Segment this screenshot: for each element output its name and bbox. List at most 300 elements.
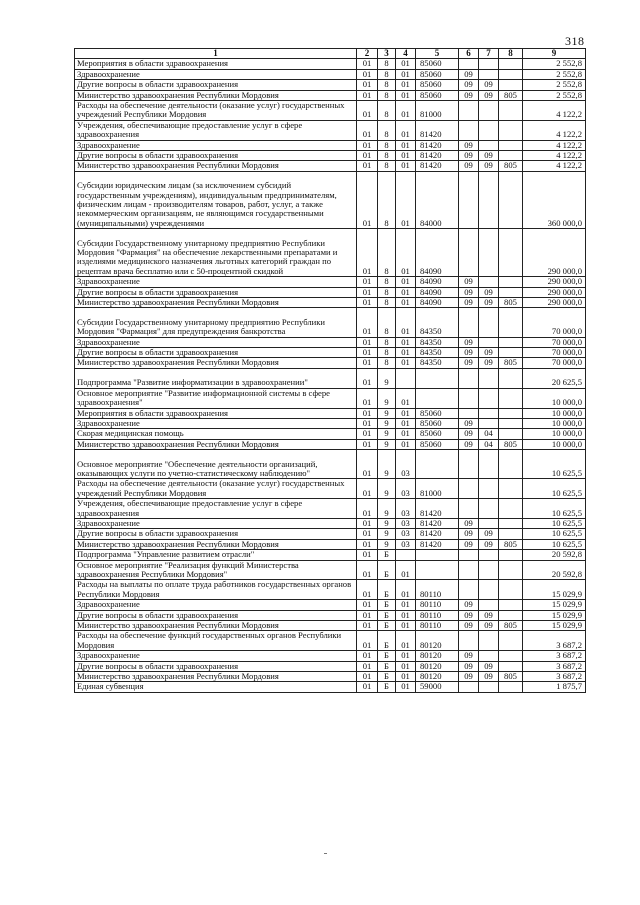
- row-code-3: 8: [378, 358, 396, 368]
- row-code-2: 01: [357, 499, 378, 519]
- header-col-6: 6: [459, 49, 479, 59]
- row-code-7: [479, 59, 499, 69]
- row-code-8: 805: [499, 90, 523, 100]
- row-code-3: 8: [378, 59, 396, 69]
- table-row: [75, 479, 586, 499]
- row-code-2: 01: [357, 418, 378, 428]
- row-name: Здравоохранение: [75, 69, 357, 79]
- row-code-6: 09: [459, 161, 479, 171]
- row-amount: 290 000,0: [523, 229, 586, 277]
- table-row: [75, 580, 586, 600]
- row-code-5: 85060: [416, 90, 459, 100]
- row-code-7: 04: [479, 439, 499, 449]
- table-row: [75, 140, 586, 150]
- row-code-5: 80110: [416, 610, 459, 620]
- row-code-3: 9: [378, 439, 396, 449]
- row-code-3: 9: [378, 518, 396, 528]
- row-code-2: 01: [357, 479, 378, 499]
- row-code-2: 01: [357, 348, 378, 358]
- row-name: Мероприятия в области здравоохранения: [75, 59, 357, 69]
- row-amount: 15 029,9: [523, 610, 586, 620]
- row-code-2: 01: [357, 651, 378, 661]
- row-code-6: 09: [459, 348, 479, 358]
- row-code-6: 09: [459, 287, 479, 297]
- table-row: [75, 358, 586, 368]
- row-code-7: 09: [479, 610, 499, 620]
- row-code-8: 805: [499, 358, 523, 368]
- row-code-2: 01: [357, 171, 378, 228]
- row-code-7: [479, 171, 499, 228]
- row-code-5: 80110: [416, 621, 459, 631]
- row-code-8: [499, 682, 523, 692]
- row-code-5: [416, 388, 459, 408]
- table-row: [75, 550, 586, 560]
- row-code-5: 85060: [416, 80, 459, 90]
- row-code-6: 09: [459, 140, 479, 150]
- table-row: [75, 518, 586, 528]
- table-row: [75, 337, 586, 347]
- row-code-5: 59000: [416, 682, 459, 692]
- row-code-7: 09: [479, 672, 499, 682]
- row-code-5: 80110: [416, 600, 459, 610]
- row-code-3: 9: [378, 368, 396, 388]
- row-code-2: 01: [357, 140, 378, 150]
- row-amount: 4 122,2: [523, 151, 586, 161]
- row-code-4: 01: [396, 101, 416, 121]
- row-code-8: [499, 610, 523, 620]
- row-code-3: 9: [378, 418, 396, 428]
- row-code-7: 09: [479, 539, 499, 549]
- row-code-2: 01: [357, 287, 378, 297]
- row-code-4: 01: [396, 298, 416, 308]
- row-code-6: 09: [459, 439, 479, 449]
- row-code-5: 84350: [416, 337, 459, 347]
- row-name: Министерство здравоохранения Республики Мордовия: [75, 161, 357, 171]
- row-code-5: 85060: [416, 69, 459, 79]
- row-code-8: [499, 59, 523, 69]
- row-code-7: 09: [479, 348, 499, 358]
- row-code-7: [479, 450, 499, 479]
- row-code-5: 80120: [416, 651, 459, 661]
- row-code-4: 01: [396, 621, 416, 631]
- row-code-7: 09: [479, 151, 499, 161]
- row-code-2: 01: [357, 388, 378, 408]
- row-code-5: 85060: [416, 418, 459, 428]
- row-code-7: 09: [479, 161, 499, 171]
- row-code-7: 09: [479, 80, 499, 90]
- row-amount: 4 122,2: [523, 140, 586, 150]
- row-code-4: 01: [396, 661, 416, 671]
- row-code-4: 01: [396, 287, 416, 297]
- row-code-2: 01: [357, 560, 378, 580]
- row-code-3: 9: [378, 479, 396, 499]
- row-code-4: 01: [396, 140, 416, 150]
- table-row: [75, 621, 586, 631]
- table-row: [75, 161, 586, 171]
- row-code-5: 81420: [416, 539, 459, 549]
- row-code-4: 01: [396, 439, 416, 449]
- row-code-5: 81420: [416, 140, 459, 150]
- row-code-2: 01: [357, 120, 378, 140]
- row-code-2: 01: [357, 408, 378, 418]
- row-code-4: 01: [396, 161, 416, 171]
- row-code-2: 01: [357, 69, 378, 79]
- row-code-8: 805: [499, 439, 523, 449]
- table-row: [75, 610, 586, 620]
- row-code-3: Б: [378, 610, 396, 620]
- row-code-3: Б: [378, 580, 396, 600]
- row-code-7: [479, 580, 499, 600]
- row-code-3: 8: [378, 90, 396, 100]
- row-code-5: 84090: [416, 229, 459, 277]
- row-code-3: Б: [378, 661, 396, 671]
- row-code-2: 01: [357, 277, 378, 287]
- row-amount: 10 625,5: [523, 539, 586, 549]
- row-name: Здравоохранение: [75, 600, 357, 610]
- row-code-8: [499, 368, 523, 388]
- row-code-2: 01: [357, 59, 378, 69]
- row-code-3: 8: [378, 287, 396, 297]
- row-name: Другие вопросы в области здравоохранения: [75, 80, 357, 90]
- row-amount: 70 000,0: [523, 337, 586, 347]
- row-code-8: [499, 348, 523, 358]
- row-code-6: [459, 308, 479, 337]
- row-code-7: [479, 631, 499, 651]
- row-code-7: [479, 499, 499, 519]
- row-code-7: 09: [479, 287, 499, 297]
- row-amount: 10 000,0: [523, 418, 586, 428]
- row-code-3: Б: [378, 621, 396, 631]
- row-amount: 360 000,0: [523, 171, 586, 228]
- row-amount: 10 000,0: [523, 388, 586, 408]
- row-amount: 3 687,2: [523, 672, 586, 682]
- row-name: Единая субвенция: [75, 682, 357, 692]
- row-code-3: Б: [378, 651, 396, 661]
- row-code-8: [499, 69, 523, 79]
- row-code-2: 01: [357, 580, 378, 600]
- row-code-4: 03: [396, 529, 416, 539]
- row-code-8: [499, 651, 523, 661]
- table-row: [75, 298, 586, 308]
- row-code-8: [499, 418, 523, 428]
- row-code-5: 81000: [416, 479, 459, 499]
- table-row: [75, 439, 586, 449]
- table-row: [75, 80, 586, 90]
- row-code-6: 09: [459, 80, 479, 90]
- row-name: Расходы на выплаты по оплате труда работников государственных органов Республики Мордовия: [75, 580, 357, 600]
- row-code-2: 01: [357, 429, 378, 439]
- row-code-8: [499, 631, 523, 651]
- table-row: [75, 600, 586, 610]
- row-code-3: 8: [378, 140, 396, 150]
- row-code-7: [479, 651, 499, 661]
- row-name: Другие вопросы в области здравоохранения: [75, 610, 357, 620]
- row-code-6: [459, 631, 479, 651]
- row-code-6: [459, 59, 479, 69]
- row-code-6: [459, 120, 479, 140]
- row-code-3: 8: [378, 308, 396, 337]
- row-code-2: 01: [357, 101, 378, 121]
- row-code-8: 805: [499, 672, 523, 682]
- row-code-6: [459, 368, 479, 388]
- row-code-4: 01: [396, 59, 416, 69]
- row-code-6: [459, 682, 479, 692]
- row-code-4: 01: [396, 151, 416, 161]
- row-code-4: [396, 550, 416, 560]
- row-code-8: [499, 151, 523, 161]
- row-code-6: 09: [459, 600, 479, 610]
- row-code-6: [459, 408, 479, 418]
- row-code-2: 01: [357, 308, 378, 337]
- row-amount: 20 625,5: [523, 368, 586, 388]
- row-code-7: [479, 308, 499, 337]
- row-code-2: 01: [357, 358, 378, 368]
- row-code-3: 9: [378, 450, 396, 479]
- row-code-3: 9: [378, 388, 396, 408]
- row-name: Субсидии юридическим лицам (за исключением субсидий государственным учреждениям), индивидуальным предпринимателям, физическим лицам - производителям товаров, работ, услуг, а также некоммерческим организациям, не являющимся государственными (муниципальными) учреждениями: [75, 171, 357, 228]
- row-amount: 2 552,8: [523, 80, 586, 90]
- table-row: [75, 661, 586, 671]
- row-code-5: 84090: [416, 287, 459, 297]
- table-row: [75, 499, 586, 519]
- row-code-5: 80120: [416, 672, 459, 682]
- row-code-5: 81420: [416, 518, 459, 528]
- row-code-4: 01: [396, 408, 416, 418]
- row-name: Мероприятия в области здравоохранения: [75, 408, 357, 418]
- row-name: Здравоохранение: [75, 418, 357, 428]
- row-code-4: 01: [396, 277, 416, 287]
- row-code-6: 09: [459, 661, 479, 671]
- row-code-8: [499, 140, 523, 150]
- row-code-8: 805: [499, 298, 523, 308]
- row-code-3: 8: [378, 348, 396, 358]
- row-code-8: [499, 308, 523, 337]
- row-code-6: [459, 171, 479, 228]
- row-amount: 10 625,5: [523, 450, 586, 479]
- row-code-7: [479, 418, 499, 428]
- budget-table: [74, 48, 586, 693]
- row-code-6: 09: [459, 539, 479, 549]
- row-code-7: [479, 550, 499, 560]
- table-body: [75, 59, 586, 692]
- row-code-8: [499, 600, 523, 610]
- table-row: [75, 408, 586, 418]
- row-code-6: 09: [459, 529, 479, 539]
- row-code-4: 01: [396, 120, 416, 140]
- table-row: [75, 151, 586, 161]
- row-name: Учреждения, обеспечивающие предоставление услуг в сфере здравоохранения: [75, 120, 357, 140]
- row-code-7: [479, 101, 499, 121]
- row-code-2: 01: [357, 610, 378, 620]
- row-code-4: 01: [396, 560, 416, 580]
- row-code-4: 01: [396, 580, 416, 600]
- page-number: 318: [565, 34, 585, 48]
- row-code-2: 01: [357, 682, 378, 692]
- row-code-8: [499, 479, 523, 499]
- row-amount: 3 687,2: [523, 651, 586, 661]
- row-code-4: 01: [396, 388, 416, 408]
- row-code-3: Б: [378, 682, 396, 692]
- row-code-8: [499, 120, 523, 140]
- table-row: [75, 529, 586, 539]
- table-row: [75, 418, 586, 428]
- row-code-2: 01: [357, 539, 378, 549]
- row-code-6: [459, 101, 479, 121]
- row-amount: 70 000,0: [523, 348, 586, 358]
- header-col-8: 8: [499, 49, 523, 59]
- row-code-2: 01: [357, 151, 378, 161]
- row-amount: 3 687,2: [523, 631, 586, 651]
- table-row: [75, 388, 586, 408]
- table-row: [75, 101, 586, 121]
- row-code-6: 09: [459, 69, 479, 79]
- row-name: Другие вопросы в области здравоохранения: [75, 529, 357, 539]
- row-code-3: 8: [378, 151, 396, 161]
- row-code-7: [479, 408, 499, 418]
- row-code-8: [499, 408, 523, 418]
- row-code-2: 01: [357, 661, 378, 671]
- row-name: Министерство здравоохранения Республики Мордовия: [75, 298, 357, 308]
- header-col-9: 9: [523, 49, 586, 59]
- row-code-8: [499, 388, 523, 408]
- row-code-7: [479, 229, 499, 277]
- row-code-7: [479, 69, 499, 79]
- row-code-4: 01: [396, 90, 416, 100]
- row-code-5: 80120: [416, 631, 459, 651]
- row-code-7: 09: [479, 661, 499, 671]
- row-code-7: [479, 337, 499, 347]
- row-amount: 10 625,5: [523, 479, 586, 499]
- row-amount: 70 000,0: [523, 308, 586, 337]
- row-code-2: 01: [357, 298, 378, 308]
- header-col-4: 4: [396, 49, 416, 59]
- row-code-5: 85060: [416, 429, 459, 439]
- row-code-6: 09: [459, 90, 479, 100]
- row-code-2: 01: [357, 90, 378, 100]
- row-amount: 15 029,9: [523, 580, 586, 600]
- row-code-5: 85060: [416, 408, 459, 418]
- row-name: Здравоохранение: [75, 277, 357, 287]
- row-code-3: 8: [378, 337, 396, 347]
- row-code-8: [499, 450, 523, 479]
- row-name: Здравоохранение: [75, 651, 357, 661]
- row-code-8: [499, 529, 523, 539]
- row-code-4: 03: [396, 518, 416, 528]
- row-code-8: 805: [499, 621, 523, 631]
- row-name: Министерство здравоохранения Республики Мордовия: [75, 439, 357, 449]
- table-row: [75, 59, 586, 69]
- row-code-3: 9: [378, 429, 396, 439]
- table-row: [75, 539, 586, 549]
- row-code-8: [499, 661, 523, 671]
- row-code-4: 01: [396, 418, 416, 428]
- row-amount: 4 122,2: [523, 101, 586, 121]
- row-code-4: 01: [396, 651, 416, 661]
- row-code-4: 03: [396, 450, 416, 479]
- table-row: [75, 277, 586, 287]
- row-code-5: 81420: [416, 151, 459, 161]
- row-code-8: [499, 287, 523, 297]
- row-code-6: 09: [459, 610, 479, 620]
- row-code-3: 8: [378, 298, 396, 308]
- row-amount: 290 000,0: [523, 277, 586, 287]
- row-name: Министерство здравоохранения Республики Мордовия: [75, 539, 357, 549]
- row-code-5: 85060: [416, 59, 459, 69]
- row-code-3: 8: [378, 120, 396, 140]
- row-name: Здравоохранение: [75, 337, 357, 347]
- row-amount: 2 552,8: [523, 69, 586, 79]
- table-row: [75, 287, 586, 297]
- row-code-3: 8: [378, 69, 396, 79]
- row-name: Основное мероприятие "Обеспечение деятельности организаций, оказывающих услуги по учетно-статистическому наблюдению": [75, 450, 357, 479]
- row-code-7: [479, 518, 499, 528]
- row-code-4: 01: [396, 308, 416, 337]
- row-code-6: [459, 499, 479, 519]
- row-amount: 290 000,0: [523, 287, 586, 297]
- row-amount: 10 000,0: [523, 439, 586, 449]
- row-code-2: 01: [357, 368, 378, 388]
- row-code-3: 9: [378, 408, 396, 418]
- row-code-8: [499, 499, 523, 519]
- row-code-3: Б: [378, 631, 396, 651]
- header-col-7: 7: [479, 49, 499, 59]
- row-code-6: 09: [459, 337, 479, 347]
- header-col-3: 3: [378, 49, 396, 59]
- row-code-6: 09: [459, 151, 479, 161]
- row-code-7: [479, 140, 499, 150]
- row-amount: 10 625,5: [523, 499, 586, 519]
- row-code-8: [499, 80, 523, 90]
- row-name: Расходы на обеспечение деятельности (оказание услуг) государственных учреждений Республики Мордовия: [75, 479, 357, 499]
- table-row: [75, 171, 586, 228]
- row-code-5: 81420: [416, 161, 459, 171]
- row-code-6: 09: [459, 418, 479, 428]
- row-name: Учреждения, обеспечивающие предоставление услуг в сфере здравоохранения: [75, 499, 357, 519]
- row-amount: 10 625,5: [523, 518, 586, 528]
- row-code-7: 09: [479, 621, 499, 631]
- row-code-8: [499, 580, 523, 600]
- row-code-3: Б: [378, 550, 396, 560]
- table-row: [75, 672, 586, 682]
- row-code-4: 03: [396, 499, 416, 519]
- header-col-1: 1: [75, 49, 357, 59]
- row-amount: 10 000,0: [523, 429, 586, 439]
- row-code-8: [499, 229, 523, 277]
- row-name: Субсидии Государственному унитарному предприятию Республики Мордовия "Фармация" для предупреждения банкротства: [75, 308, 357, 337]
- row-name: Здравоохранение: [75, 140, 357, 150]
- row-code-7: [479, 368, 499, 388]
- table-row: [75, 120, 586, 140]
- row-code-5: 81420: [416, 529, 459, 539]
- row-name: Основное мероприятие "Реализация функций Министерства здравоохранения Республики Мордовия": [75, 560, 357, 580]
- row-code-3: 8: [378, 80, 396, 90]
- row-code-4: 01: [396, 348, 416, 358]
- table-row: [75, 69, 586, 79]
- row-code-8: 805: [499, 161, 523, 171]
- row-code-2: 01: [357, 518, 378, 528]
- table-row: [75, 651, 586, 661]
- row-code-2: 01: [357, 161, 378, 171]
- row-code-5: 84000: [416, 171, 459, 228]
- row-code-8: [499, 171, 523, 228]
- row-code-2: 01: [357, 631, 378, 651]
- table-row: [75, 631, 586, 651]
- row-code-3: 9: [378, 529, 396, 539]
- row-code-2: 01: [357, 529, 378, 539]
- header-row: [75, 49, 586, 59]
- row-amount: 2 552,8: [523, 59, 586, 69]
- row-code-8: 805: [499, 539, 523, 549]
